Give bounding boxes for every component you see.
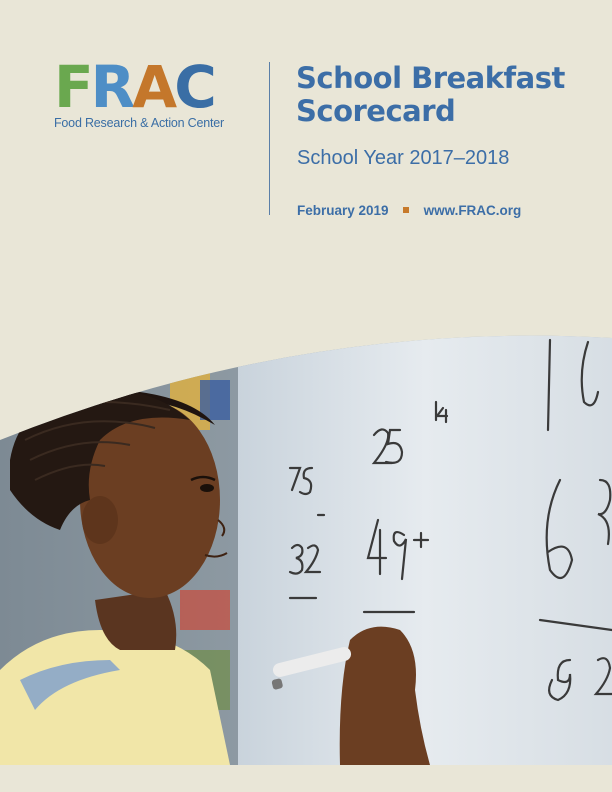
- report-meta: [297, 203, 521, 218]
- website-link[interactable]: www.FRAC.org: [423, 203, 522, 218]
- report-title: [296, 62, 596, 128]
- report-title-line1: School Breakfast: [296, 61, 565, 95]
- logo-letter-f: F: [54, 53, 91, 121]
- separator-square-icon: [403, 207, 409, 213]
- logo-letter-r: R: [90, 53, 133, 121]
- frac-logo: [54, 53, 244, 130]
- logo-letter-a: A: [132, 53, 175, 121]
- report-date: February 2019: [297, 203, 389, 218]
- report-title-line2: Scorecard: [296, 94, 456, 128]
- logo-subtitle: Food Research & Action Center: [54, 116, 224, 130]
- cover-photo: [0, 330, 612, 765]
- vertical-divider: [269, 62, 270, 215]
- logo-letter-c: C: [174, 53, 214, 121]
- school-year: School Year 2017–2018: [297, 147, 510, 169]
- bottom-band: [0, 765, 612, 792]
- frac-logo-mark: [54, 53, 244, 121]
